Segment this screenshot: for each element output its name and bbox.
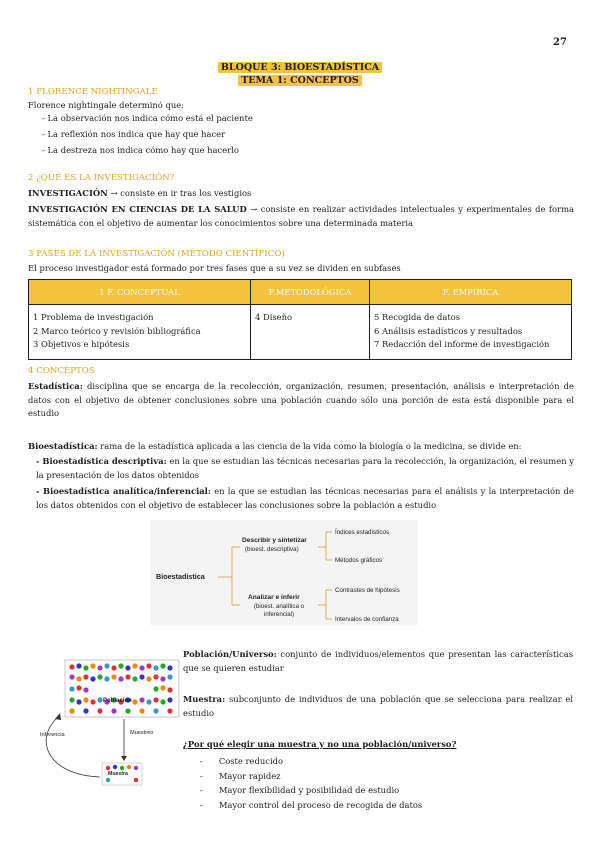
phase-cell-empirica: 5 Recogida de datos 6 Análisis estadísticos y resultados 7 Redacción del informe de investigación <box>370 305 572 360</box>
section-4-title: 4 CONCEPTOS <box>28 366 95 376</box>
topic-title: TEMA 1: CONCEPTOS <box>0 68 600 87</box>
diagram-branch-descriptiva-sub: (bioest. descriptiva) <box>245 546 299 553</box>
population-sample-figure <box>28 655 180 790</box>
population-sample-illustration <box>28 655 180 790</box>
figure-inference-label: Inferencia <box>40 732 65 738</box>
diagram-leaf: Intervalos de confianza <box>335 616 399 623</box>
section-3-title: 3 FASES DE LA INVESTIGACIÓN (MÉTODO CIENTÍFICO) <box>28 249 285 259</box>
diagram-branch-descriptiva: Describir y sintetizar <box>242 537 307 544</box>
diagram-leaf: Métodos gráficos <box>335 557 383 564</box>
definition-investigacion-salud: INVESTIGACIÓN EN CIENCIAS DE LA SALUD → consiste en realizar actividades intelectuales y experimentales de forma sistemática con el objetivo de aumentar los conocimientos sobre una determinada materia <box>28 204 575 228</box>
why-sample-title: ¿Por qué elegir una muestra y no una población/universo? <box>183 739 457 749</box>
list-item: - La destreza nos indica cómo hay que hacerlo <box>42 145 239 155</box>
phases-table <box>28 279 572 360</box>
list-item: - Mayor control del proceso de recogida de datos <box>200 799 423 810</box>
phase-header-metodologica: F.METODOLÓGICA <box>251 280 370 305</box>
page-number: 27 <box>553 37 567 48</box>
list-item: - La reflexión nos indica que hay que hacer <box>42 129 226 139</box>
list-item: - Mayor rapidez <box>200 770 281 781</box>
section-1-intro: Florence nightingale determinó que: <box>28 100 185 110</box>
definition-poblacion: Población/Universo: conjunto de individuos/elementos que presentan las características que se quieren estudiar <box>183 649 573 673</box>
figure-sampling-label: Muestreo <box>130 730 154 736</box>
definition-bioestadistica: Bioestadística: rama de la estadística aplicada a las ciencia de la vida como la biología o la medicina, se divide en: <box>28 441 522 451</box>
phase-header-conceptual: 1 F. CONCEPTUAL <box>29 280 251 305</box>
diagram-root: Bioestadística <box>156 572 205 581</box>
diagram-branch-inferencial-sub: (bioest. analítica o inferencial) <box>253 603 305 618</box>
why-sample-list <box>200 754 422 812</box>
diagram-leaf: Índices estadísticos <box>335 529 389 536</box>
section-3-intro: El proceso investigador está formado por tres fases que a su vez se dividen en subfases <box>28 263 401 273</box>
phase-cell-metodologica: 4 Diseño <box>251 305 370 360</box>
list-item: - La observación nos indica cómo está el paciente <box>42 113 253 123</box>
definition-investigacion: INVESTIGACIÓN → consiste en ir tras los vestigios <box>28 188 252 198</box>
definition-muestra: Muestra: subconjunto de individuos de una población que se selecciona para realizar el estudio <box>183 694 573 718</box>
list-item: - Coste reducido <box>200 756 284 766</box>
block-title: BLOQUE 3: BIOESTADÍSTICA <box>0 55 600 74</box>
definition-descriptiva: - Bioestadística descriptiva: en la que se estudian las técnicas necesarias para la recolección, la organización, el resumen y la presentación de los datos obtenidos <box>36 456 574 480</box>
phase-cell-conceptual: 1 Problema de investigación 2 Marco teórico y revisión bibliográfica 3 Objetivos e hipótesis <box>29 305 251 360</box>
section-2-title: 2 ¿QUÉ ES LA INVESTIGACIÓN? <box>28 173 175 183</box>
diagram-branch-inferencial: Analizar e inferir <box>248 594 300 601</box>
phase-header-empirica: F. EMPÍRICA <box>370 280 572 305</box>
diagram-leaf: Contrastes de hipótesis <box>335 587 400 594</box>
figure-population-label: Población <box>103 698 132 704</box>
figure-sample-label: Muestra <box>108 771 128 777</box>
bioestadistica-diagram <box>150 520 418 625</box>
definition-estadistica: Estadística: disciplina que se encarga de la recolección, organización, resumen, presentación, análisis e interpretación de datos con el objetivo de obtener conclusiones sobre una población cuando sólo una porción de esta está disponible para el estudio <box>28 381 574 418</box>
list-item: - Mayor flexibilidad y posibilidad de estudio <box>200 785 400 795</box>
section-1-title: 1 FLORENCE NIGHTINGALE <box>28 87 158 97</box>
definition-inferencial: - Bioestadística analítica/inferencial: en la que se estudian las técnicas necesarias para el análisis y la interpretación de los datos obtenidos con el objetivo de establecer las conclusiones sobre la población a estudio <box>36 486 574 510</box>
